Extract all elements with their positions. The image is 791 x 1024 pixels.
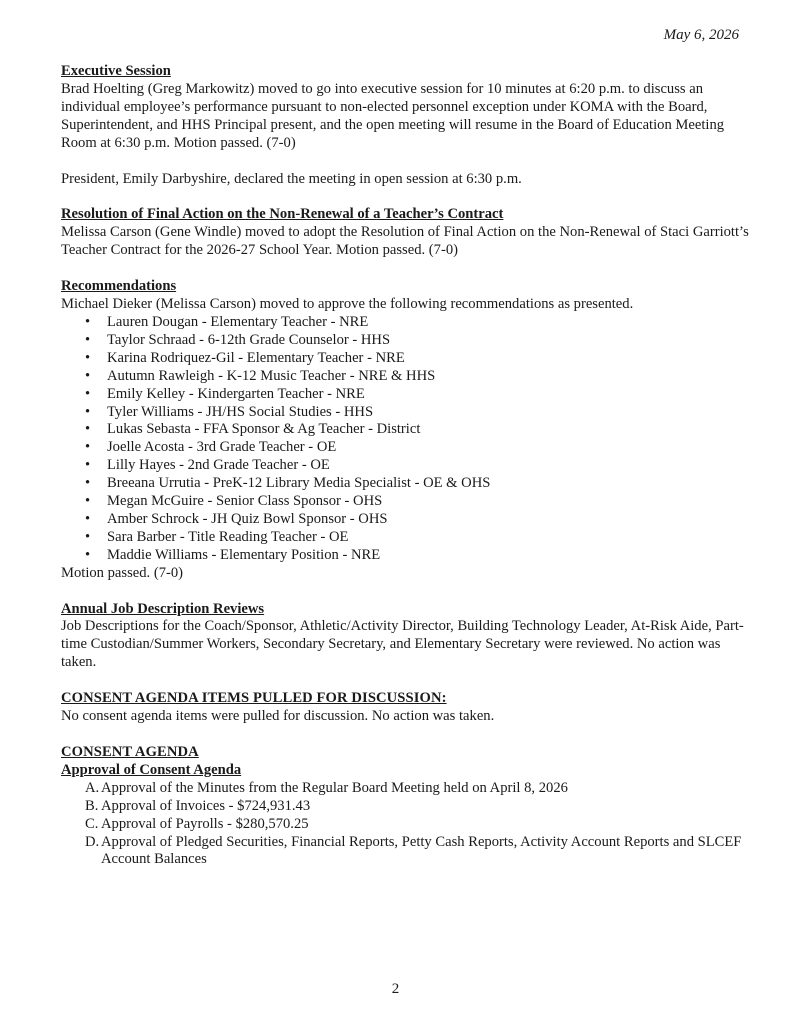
consent-agenda-section <box>61 744 751 869</box>
item-letter: D. <box>85 833 100 850</box>
list-item: • Lukas Sebasta - FFA Sponsor & Ag Teacher - District <box>85 421 751 439</box>
list-item: • Megan McGuire - Senior Class Sponsor - OHS <box>85 493 751 511</box>
job-descriptions-heading: Annual Job Description Reviews <box>61 600 265 617</box>
list-item: • Karina Rodriquez-Gil - Elementary Teacher - NRE <box>85 350 751 368</box>
consent-pulled-text: No consent agenda items were pulled for discussion. No action was taken. <box>61 708 495 725</box>
consent-agenda-heading: CONSENT AGENDA <box>61 744 199 760</box>
page-number: 2 <box>391 981 400 997</box>
list-item <box>85 798 751 816</box>
list-item: • Amber Schrock - JH Quiz Bowl Sponsor - OHS <box>85 511 751 529</box>
recommendations-list <box>61 314 751 565</box>
document-date: May 6, 2026 <box>663 27 739 43</box>
recommendations-section <box>61 278 751 582</box>
list-item <box>85 834 751 870</box>
executive-session-text: Brad Hoelting (Greg Markowitz) moved to go into executive session for 10 minutes at 6:20 p.m. to discuss an individual employee’s performance pursuant to non-elected personnel exception under KOMA with the Board, Superintendent, and HHS Principal present, and the open meeting will resume in the Board of Education Meeting Room at 6:30 p.m. Motion passed. (7-0) <box>61 80 725 151</box>
item-letter: A. <box>85 779 100 796</box>
executive-session-heading: Executive Session <box>61 63 171 79</box>
list-item: • Autumn Rawleigh - K-12 Music Teacher - NRE & HHS <box>85 368 751 386</box>
list-item: • Lilly Hayes - 2nd Grade Teacher - OE <box>85 457 751 475</box>
consent-agenda-list <box>61 780 751 870</box>
list-item: • Joelle Acosta - 3rd Grade Teacher - OE <box>85 439 751 457</box>
consent-agenda-subheading: Approval of Consent Agenda <box>61 761 242 778</box>
recommendations-heading: Recommendations <box>61 278 177 295</box>
resolution-section <box>61 206 751 260</box>
consent-pulled-section <box>61 690 751 726</box>
job-descriptions-section <box>61 601 751 673</box>
minutes-body <box>61 63 751 869</box>
resolution-text: Melissa Carson (Gene Windle) moved to adopt the Resolution of Final Action on the Non-Renewal of Staci Garriott’s Teacher Contract for the 2026-27 School Year. Motion passed. (7-0) <box>61 224 749 259</box>
list-item: • Breeana Urrutia - PreK-12 Library Media Specialist - OE & OHS <box>85 475 751 493</box>
item-text: Approval of Invoices - $724,931.43 <box>101 797 311 814</box>
item-text: Approval of Payrolls - $280,570.25 <box>101 815 309 832</box>
list-item <box>85 816 751 834</box>
list-item: • Sara Barber - Title Reading Teacher - OE <box>85 529 751 547</box>
recommendations-intro: Michael Dieker (Melissa Carson) moved to approve the following recommendations as presented. <box>61 296 634 313</box>
consent-pulled-heading: CONSENT AGENDA ITEMS PULLED FOR DISCUSSION: <box>61 690 447 707</box>
item-letter: B. <box>85 797 99 814</box>
list-item <box>85 780 751 798</box>
list-item: • Lauren Dougan - Elementary Teacher - NRE <box>85 314 751 332</box>
executive-session-section <box>61 63 751 188</box>
item-letter: C. <box>85 815 99 832</box>
resolution-heading: Resolution of Final Action on the Non-Renewal of a Teacher’s Contract <box>61 206 504 223</box>
job-descriptions-text: Job Descriptions for the Coach/Sponsor, Athletic/Activity Director, Building Technology Leader, At-Risk Aide, Part-time Custodian/Summer Workers, Secondary Secretary, and Elementary Secretary were reviewed. No action was taken. <box>61 618 744 671</box>
recommendations-outcome: Motion passed. (7-0) <box>61 564 184 581</box>
list-item: • Taylor Schraad - 6-12th Grade Counselor - HHS <box>85 332 751 350</box>
item-text: Approval of the Minutes from the Regular Board Meeting held on April 8, 2026 <box>101 779 568 796</box>
item-text: Approval of Pledged Securities, Financial Reports, Petty Cash Reports, Activity Account Reports and SLCEF Account Balances <box>101 833 742 868</box>
open-session-text: President, Emily Darbyshire, declared the meeting in open session at 6:30 p.m. <box>61 170 522 187</box>
list-item: • Maddie Williams - Elementary Position - NRE <box>85 547 751 565</box>
list-item: • Emily Kelley - Kindergarten Teacher - NRE <box>85 386 751 404</box>
list-item: • Tyler Williams - JH/HS Social Studies - HHS <box>85 404 751 422</box>
